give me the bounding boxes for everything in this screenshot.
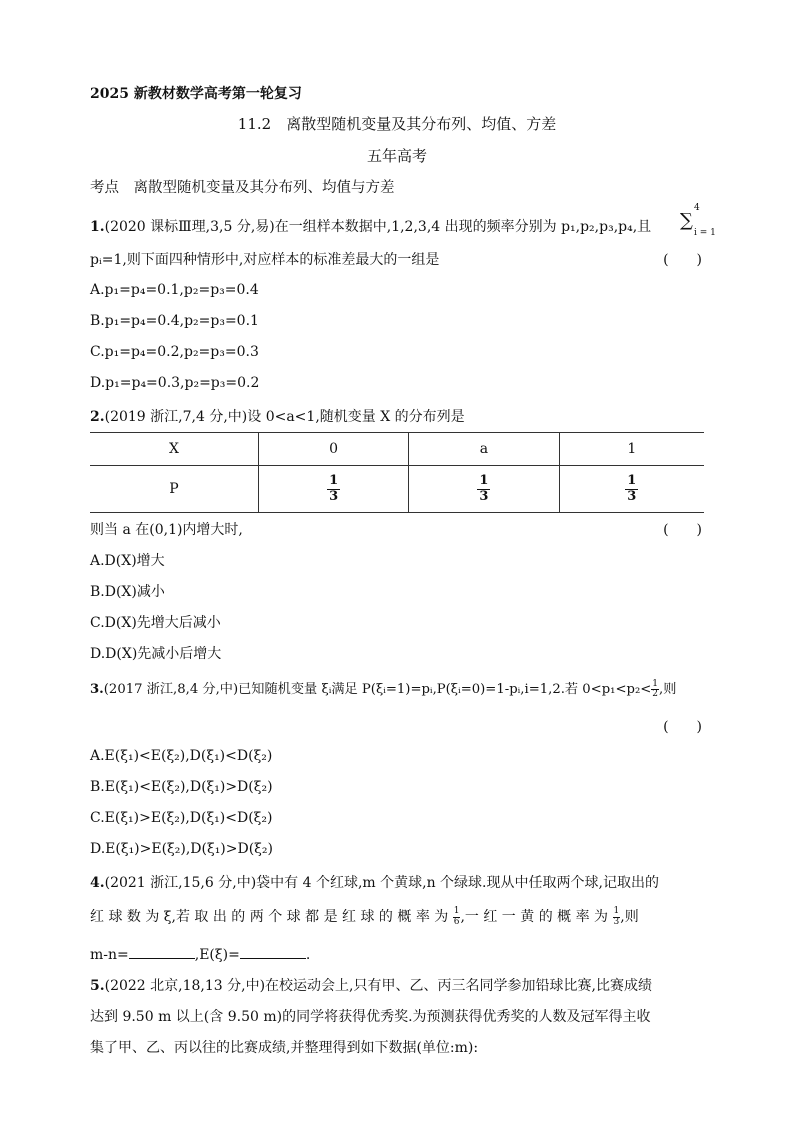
option-d: D.E(ξ₁)>E(ξ₂),D(ξ₁)>D(ξ₂)	[90, 841, 273, 857]
sigma-symbol: ∑	[680, 210, 693, 231]
table-cell: a	[409, 433, 559, 466]
question-3-text-end: ,则	[659, 682, 677, 697]
question-4-line2	[90, 906, 639, 927]
question-4-line3	[90, 944, 310, 963]
option-a: A.p₁=p₄=0.1,p₂=p₃=0.4	[90, 282, 259, 298]
fraction-denominator: 3	[479, 488, 489, 504]
question-5-number: 5.	[90, 978, 105, 994]
answer-parentheses-1: ( )	[663, 252, 702, 268]
question-2-line2: 则当 a 在(0,1)内增大时,	[90, 522, 243, 538]
question-4-text-part: ,则	[620, 909, 639, 925]
subsection-title: 五年高考	[366, 147, 427, 165]
question-4	[90, 872, 659, 892]
table-cell	[409, 466, 559, 513]
question-2	[90, 406, 465, 426]
fraction-numerator: 1	[329, 473, 339, 489]
question-3-number: 3.	[90, 682, 104, 697]
answer-blank[interactable]	[129, 944, 195, 959]
section-title: 11.2 离散型随机变量及其分布列、均值、方差	[237, 115, 557, 133]
question-4-text-part: .	[305, 947, 311, 963]
document-header: 2025 新教材数学高考第一轮复习	[90, 86, 302, 102]
answer-parentheses-2: ( )	[663, 522, 702, 538]
option-c: C.D(X)先增大后减小	[90, 615, 221, 631]
option-a: A.E(ξ₁)<E(ξ₂),D(ξ₁)<D(ξ₂)	[90, 748, 273, 764]
question-5-line3: 集了甲、乙、丙以往的比赛成绩,并整理得到如下数据(单位:m):	[90, 1040, 479, 1056]
table-cell: X	[90, 433, 259, 466]
fraction-denominator: 2	[652, 689, 659, 699]
option-c: C.E(ξ₁)>E(ξ₂),D(ξ₁)<D(ξ₂)	[90, 810, 273, 826]
answer-parentheses-3: ( )	[663, 719, 702, 735]
question-4-text: (2021 浙江,15,6 分,中)袋中有 4 个红球,m 个黄球,n 个绿球.现从中任取两个球,记取出的	[104, 875, 659, 891]
question-1-number: 1.	[90, 219, 105, 235]
fraction-denominator: 3	[613, 916, 620, 927]
fraction	[327, 474, 340, 504]
question-1	[90, 216, 651, 236]
fraction	[477, 474, 490, 504]
question-4-text-part: ,E(ξ)=	[194, 947, 240, 963]
question-5	[90, 975, 652, 995]
option-b: B.D(X)减小	[90, 584, 165, 600]
question-4-number: 4.	[90, 875, 105, 891]
fraction-one-half	[651, 680, 659, 700]
option-c: C.p₁=p₄=0.2,p₂=p₃=0.3	[90, 344, 259, 360]
fraction	[625, 474, 638, 504]
fraction-numerator: 1	[453, 906, 460, 917]
table-cell: 0	[259, 433, 409, 466]
table-cell: P	[90, 466, 259, 513]
question-3-text: (2017 浙江,8,4 分,中)已知随机变量 ξᵢ满足 P(ξᵢ=1)=pᵢ,P(ξᵢ=0)=1-pᵢ,i=1,2.若 0<p₁<p₂<	[103, 682, 652, 697]
table-row	[90, 433, 704, 466]
option-b: B.E(ξ₁)<E(ξ₂),D(ξ₁)>D(ξ₂)	[90, 779, 273, 795]
question-1-text: (2020 课标Ⅲ理,3,5 分,易)在一组样本数据中,1,2,3,4 出现的频率分别为 p₁,p₂,p₃,p₄,且	[104, 219, 652, 235]
table-cell: 1	[559, 433, 704, 466]
option-b: B.p₁=p₄=0.4,p₂=p₃=0.1	[90, 313, 259, 329]
distribution-table	[90, 432, 704, 513]
question-5-text: (2022 北京,18,13 分,中)在校运动会上,只有甲、乙、丙三名同学参加铅球比赛,比赛成绩	[104, 978, 652, 994]
fraction-denominator: 3	[627, 488, 637, 504]
question-2-text: (2019 浙江,7,4 分,中)设 0<a<1,随机变量 X 的分布列是	[104, 409, 465, 425]
question-4-text-part: ,一 红 一 黄 的 概 率 为	[460, 909, 609, 925]
option-d: D.D(X)先减小后增大	[90, 646, 222, 662]
option-d: D.p₁=p₄=0.3,p₂=p₃=0.2	[90, 375, 260, 391]
question-4-text-part: 红 球 数 为 ξ,若 取 出 的 两 个 球 都 是 红 球 的 概 率 为	[90, 909, 449, 925]
topic-heading: 考点 离散型随机变量及其分布列、均值与方差	[90, 180, 395, 196]
question-4-text-part: m-n=	[90, 947, 129, 963]
option-a: A.D(X)增大	[90, 553, 165, 569]
fraction-denominator: 6	[453, 916, 460, 927]
question-2-number: 2.	[90, 409, 105, 425]
fraction-numerator: 1	[652, 678, 659, 689]
sigma-lower: i = 1	[694, 228, 716, 238]
question-3	[90, 678, 676, 699]
question-5-line2: 达到 9.50 m 以上(含 9.50 m)的同学将获得优秀奖.为预测获得优秀奖的人数及冠军得主收	[90, 1009, 651, 1025]
table-cell	[259, 466, 409, 513]
question-1-line2: pᵢ=1,则下面四种情形中,对应样本的标准差最大的一组是	[90, 252, 440, 268]
fraction-numerator: 1	[627, 473, 637, 489]
table-cell	[559, 466, 704, 513]
fraction-denominator: 3	[329, 488, 339, 504]
fraction-numerator: 1	[613, 906, 620, 917]
table-row	[90, 466, 704, 513]
sigma-upper: 4	[694, 203, 700, 213]
answer-blank[interactable]	[240, 944, 306, 959]
fraction-numerator: 1	[479, 473, 489, 489]
